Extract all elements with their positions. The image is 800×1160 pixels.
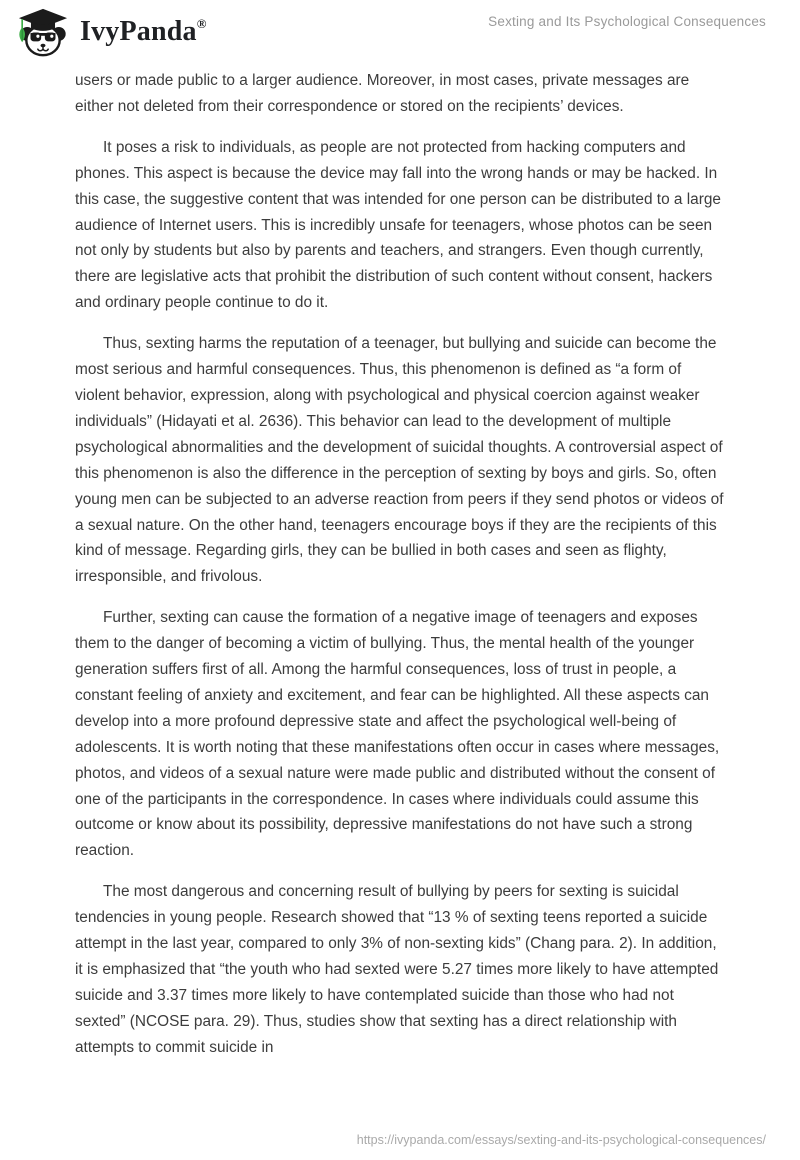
registered-trademark-symbol: ®: [196, 16, 207, 31]
document-title: Sexting and Its Psychological Consequences: [488, 14, 766, 29]
essay-paragraph: It poses a risk to individuals, as people are not protected from hacking computers and phones. This aspect is because the device may fall into the wrong hands or may be hacked. In this case, the suggestive content that was intended for one person can be distributed to a large audience of Internet users. This is incredibly unsafe for teenagers, whose photos can be seen not only by students but also by parents and teachers, and strangers. Even though currently, there are legislative acts that prohibit the distribution of such content without consent, hackers and ordinary people continue to do it.: [75, 138, 721, 312]
essay-paragraph: Further, sexting can cause the formation of a negative image of teenagers and exposes them to the danger of becoming a victim of bullying. Thus, the mental health of the younger generation suffers first of all. Among the harmful consequences, loss of trust in people, a constant feeling of anxiety and excitement, and fear can be highlighted. All these aspects can develop into a more profound depressive state and affect the psychological well-being of adolescents. It is worth noting that these manifestations often occur in cases where messages, photos, and videos of a sexual nature were made public and distributed without the consent of one of the participants in the correspondence. In cases where individuals could assume this outcome or know about its possibility, depressive manifestations do not have such a strong reaction.: [75, 609, 720, 860]
source-url-link[interactable]: https://ivypanda.com/essays/sexting-and-its-psychological-consequences/: [356, 1133, 766, 1147]
brand-name-text: IvyPanda: [80, 16, 197, 47]
essay-paragraph: users or made public to a larger audience. Moreover, in most cases, private messages are either not deleted from their correspondence or stored on the recipients’ devices.: [75, 72, 690, 115]
essay-paragraph: The most dangerous and concerning result of bullying by peers for sexting is suicidal tendencies in young people. Research showed that “13 % of sexting teens reported a suicide attempt in the last year, compared to only 3% of non-sexting kids” (Chang para. 2). In addition, it is emphasized that “the youth who had sexted were 5.27 times more likely to have attempted suicide and 3.37 times more likely to have contemplated suicide than those who had not sexted” (NCOSE para. 29). Thus, studies show that sexting has a direct relationship with attempts to commit suicide in: [75, 883, 719, 1056]
essay-paragraph: Thus, sexting harms the reputation of a teenager, but bullying and suicide can become the most serious and harmful consequences. Thus, this phenomenon is defined as “a form of violent behavior, expression, along with psychological and physical coercion against weaker individuals” (Hidayati et al. 2636). This behavior can lead to the development of multiple psychological abnormalities and the development of suicidal thoughts. A controversial aspect of this phenomenon is also the difference in the perception of sexting by boys and girls. So, often young men can be subjected to an adverse reaction from peers if they send photos or videos of a sexual nature. On the other hand, teenagers encourage boys if they are the recipients of this kind of message. Regarding girls, they can be bullied in both cases and seen as flighty, irresponsible, and frivolous.: [75, 335, 724, 586]
